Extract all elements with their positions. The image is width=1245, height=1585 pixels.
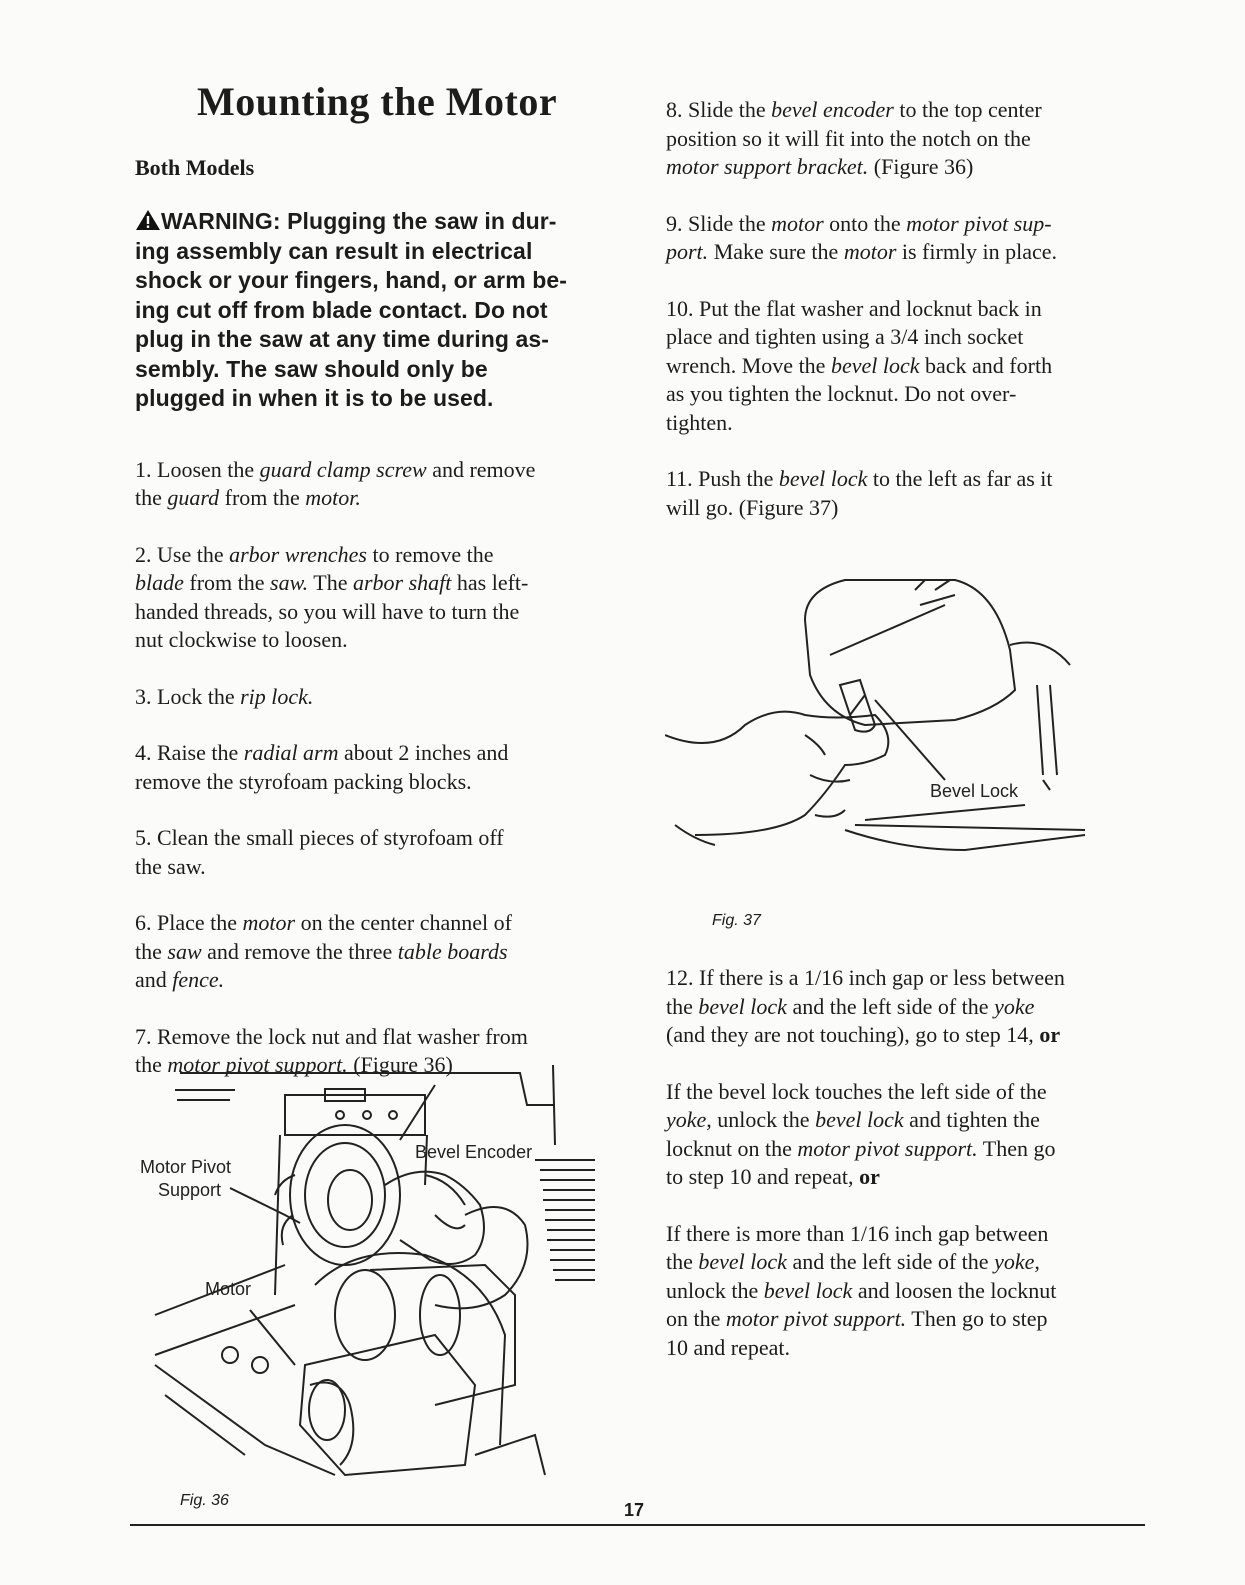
- step-3: 3. Lock the rip lock.: [135, 683, 314, 709]
- warning-line-1: WARNING: Plugging the saw in dur-: [135, 207, 635, 237]
- step-10: 10. Put the flat washer and locknut back in place and tighten using a 3/4 inch socket wrench. Move the bevel lock back and forth as you tighten the locknut. Do not over- tighten.: [666, 295, 1053, 435]
- figure-36: [135, 1065, 605, 1485]
- right-column-lower: [666, 964, 1166, 1362]
- right-column: [666, 96, 1156, 522]
- fig36-label-motor: Motor: [205, 1279, 252, 1299]
- step-7: 7. Remove the lock nut and flat washer from the motor pivot support. (Figure 36): [135, 1023, 528, 1077]
- step-2: 2. Use the arbor wrenches to remove the blade from the saw. The arbor shaft has left- handed threads, so you will have to turn the nut clockwise to loosen.: [135, 541, 529, 652]
- warning-block: [135, 207, 635, 414]
- step-4: 4. Raise the radial arm about 2 inches and remove the styrofoam packing blocks.: [135, 740, 509, 794]
- page-title: Mounting the Motor: [197, 79, 558, 124]
- step-12: 12. If there is a 1/16 inch gap or less between the bevel lock and the left side of the yoke (and they are not touching), go to step 14, or: [666, 965, 1065, 1047]
- warning-line-3: shock or your fingers, hand, or arm be-: [135, 267, 568, 293]
- step-1: 1. Loosen the guard clamp screw and remove the guard from the motor.: [135, 456, 536, 510]
- page-number: 17: [624, 1500, 645, 1520]
- warning-triangle-icon: [135, 209, 161, 231]
- fig36-label-bevel-encoder: Bevel Encoder: [415, 1142, 533, 1162]
- fig36-label-motor-pivot-2: Support: [158, 1180, 222, 1200]
- fig36-label-motor-pivot-1: Motor Pivot: [140, 1157, 232, 1177]
- step-6: 6. Place the motor on the center channel of the saw and remove the three table boards and fence.: [135, 910, 512, 992]
- step-8: 8. Slide the bevel encoder to the top center position so it will fit into the notch on the motor support bracket. (Figure 36): [666, 97, 1042, 179]
- warning-line-5: plug in the saw at any time during as-: [135, 326, 550, 352]
- paragraph-gap: If there is more than 1/16 inch gap between the bevel lock and the left side of the yoke, unlock the bevel lock and loosen the locknut on the motor pivot support. Then go to step 10 and repeat.: [666, 1220, 1057, 1360]
- fig37-caption: Fig. 37: [712, 912, 761, 929]
- step-9: 9. Slide the motor onto the motor pivot sup- port. Make sure the motor is firmly in place.: [666, 210, 1058, 264]
- warning-line-6: sembly. The saw should only be: [135, 355, 488, 382]
- left-column: [135, 78, 635, 1080]
- fig37-label-bevel-lock: Bevel Lock: [930, 781, 1019, 801]
- footer-rule: [130, 1524, 1145, 1526]
- step-5: 5. Clean the small pieces of styrofoam off the saw.: [135, 825, 504, 879]
- fig36-caption: Fig. 36: [180, 1492, 229, 1509]
- section-subtitle: Both Models: [135, 155, 255, 180]
- step-11: 11. Push the bevel lock to the left as far as it will go. (Figure 37): [666, 466, 1053, 520]
- warning-line-7: plugged in when it is to be used.: [135, 385, 494, 411]
- figure-37: [665, 575, 1095, 860]
- warning-line-2: ing assembly can result in electrical: [135, 237, 533, 264]
- warning-line-4: ing cut off from blade contact. Do not: [135, 296, 548, 323]
- warning-label: WARNING:: [161, 208, 281, 234]
- paragraph-touching: If the bevel lock touches the left side of the yoke, unlock the bevel lock and tighten the locknut on the motor pivot support. Then go to step 10 and repeat, or: [666, 1078, 1056, 1189]
